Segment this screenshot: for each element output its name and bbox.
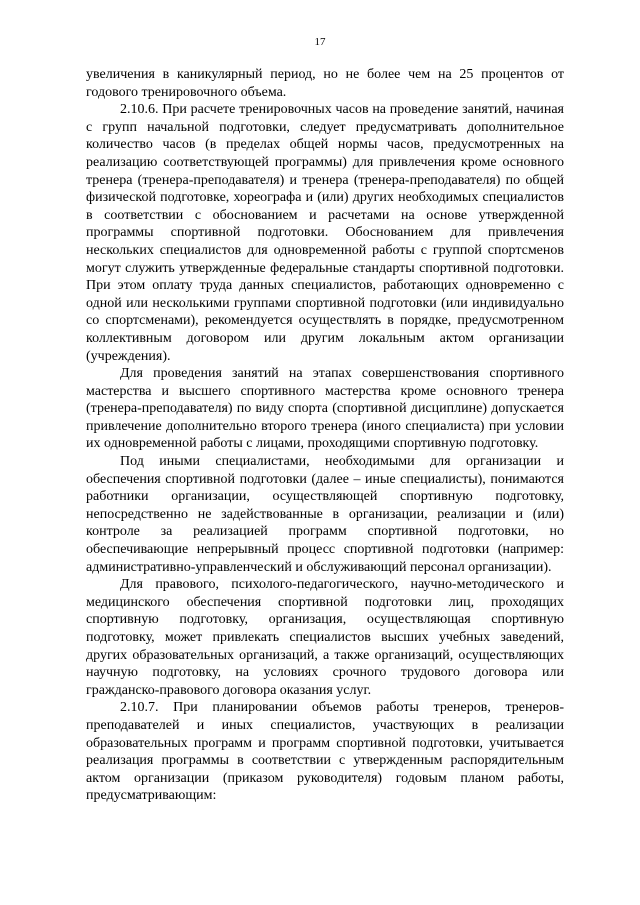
paragraph-2-10-7: 2.10.7. При планировании объемов работы тренеров, тренеров-преподавателей и иных специалистов, участвующих в реализации образовательных программ и программ спортивной подготовки, учитывается реализация программы в соответствии с утвержденным распорядительным актом организации (приказом руководителя) годовым планом работы, предусматривающим:: [86, 700, 564, 804]
document-body: [86, 66, 564, 805]
paragraph-external-specialists: Для правового, психолого-педагогического, научно-методического и медицинского обеспечения спортивной подготовки лиц, проходящих спортивную подготовку, организация, осуществляющая спортивную подготовку, может привлекать специалистов высших учебных заведений, других образовательных организаций, а также организаций, осуществляющих научную подготовку, на условиях срочного трудового договора или гражданско-правового договора оказания услуг.: [86, 577, 564, 698]
paragraph-2-10-6: 2.10.6. При расчете тренировочных часов на проведение занятий, начиная с групп начальной подготовки, следует предусматривать дополнительное количество часов (в пределах общей нормы часов, предусмотренных на реализацию соответствующей программы) для привлечения кроме основного тренера (тренера-преподавателя) и тренера (тренера-преподавателя) по общей физической подготовке, хореографа и (или) других необходимых специалистов в соответствии с обоснованием и расчетами на основе утвержденной программы спортивной подготовки. Обоснованием для привлечения нескольких специалистов для одновременной работы с группой спортсменов могут служить утвержденные федеральные стандарты спортивной подготовки. При этом оплату труда данных специалистов, работающих одновременно с одной или несколькими группами спортивной подготовки (или индивидуально со спортсменами), рекомендуется осуществлять в порядке, предусмотренном коллективным договором или другим локальным актом организации (учреждения).: [86, 102, 564, 364]
paragraph-second-trainer: Для проведения занятий на этапах совершенствования спортивного мастерства и высшего спортивного мастерства кроме основного тренера (тренера-преподавателя) по виду спорта (спортивной дисциплине) допускается привлечение дополнительно второго тренера (иного специалиста) при условии их одновременной работы с лицами, проходящими спортивную подготовку.: [86, 366, 564, 452]
paragraph-other-specialists: Под иными специалистами, необходимыми для организации и обеспечения спортивной подготовки (далее – иные специалисты), понимаются работники организации, осуществляющей спортивную подготовку, непосредственно не задействованные в организации, реализации и (или) контроле за реализацией программ спортивной подготовки, но обеспечивающие непрерывный процесс спортивной подготовки (например: административно-управленческий и обслуживающий персонал организации).: [86, 454, 564, 575]
paragraph-continuation: увеличения в каникулярный период, но не более чем на 25 процентов от годового тренировочного объема.: [86, 67, 564, 100]
page-number: 17: [314, 36, 326, 48]
